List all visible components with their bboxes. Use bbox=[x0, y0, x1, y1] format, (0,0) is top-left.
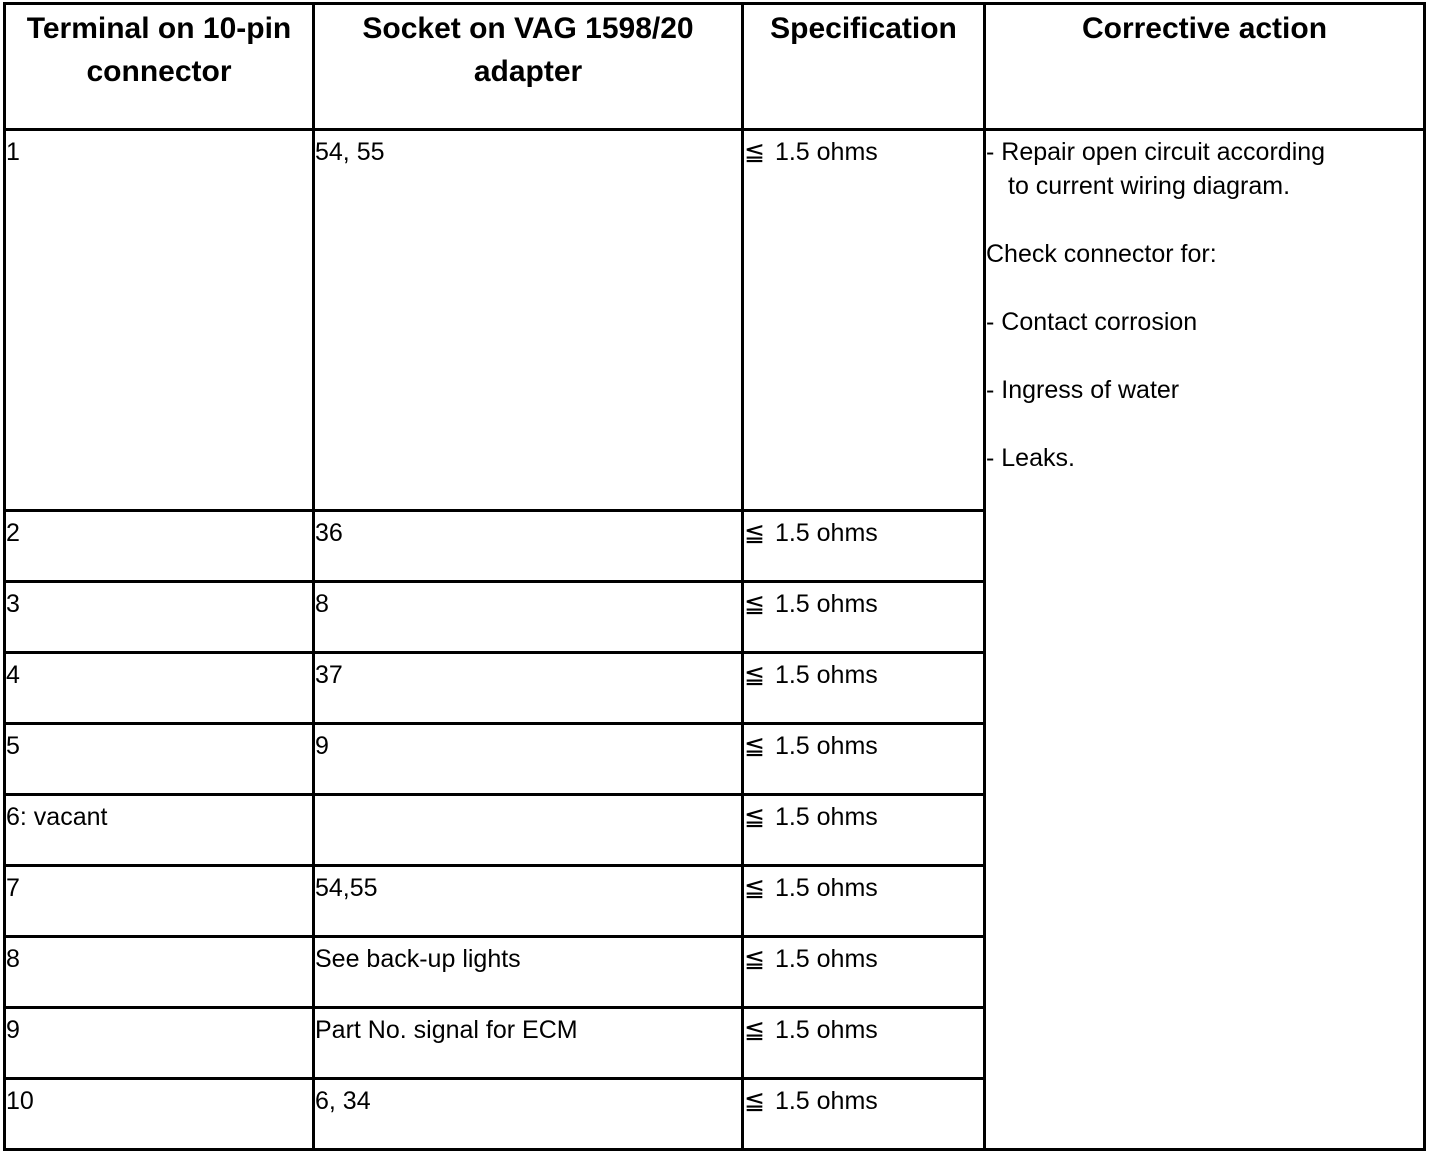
header-corrective-action: Corrective action bbox=[985, 4, 1425, 130]
terminal-cell: 3 bbox=[5, 582, 314, 653]
less-equal-symbol: ≦ bbox=[744, 732, 765, 760]
specification-value: 1.5 ohms bbox=[774, 519, 878, 547]
repair-instruction-line2: to current wiring diagram. bbox=[1008, 172, 1291, 200]
socket-cell: 37 bbox=[314, 653, 743, 724]
specification-value: 1.5 ohms bbox=[774, 874, 878, 902]
terminal-cell: 4 bbox=[5, 653, 314, 724]
specification-cell bbox=[743, 937, 985, 1008]
specification-cell bbox=[743, 653, 985, 724]
repair-instruction-line1: - Repair open circuit according bbox=[986, 138, 1326, 166]
socket-cell: See back-up lights bbox=[314, 937, 743, 1008]
terminal-cell: 2 bbox=[5, 511, 314, 582]
specification-cell bbox=[743, 1008, 985, 1079]
less-equal-symbol: ≦ bbox=[744, 803, 765, 831]
socket-cell: Part No. signal for ECM bbox=[314, 1008, 743, 1079]
header-terminal: Terminal on 10-pin connector bbox=[5, 4, 314, 130]
less-equal-symbol: ≦ bbox=[744, 1087, 765, 1115]
socket-cell: 54,55 bbox=[314, 866, 743, 937]
terminal-cell: 6: vacant bbox=[5, 795, 314, 866]
specification-cell bbox=[743, 1079, 985, 1150]
specification-cell bbox=[743, 511, 985, 582]
less-equal-symbol: ≦ bbox=[744, 1016, 765, 1044]
test-table bbox=[3, 2, 1426, 1151]
socket-cell bbox=[314, 795, 743, 866]
less-equal-symbol: ≦ bbox=[744, 874, 765, 902]
table-row bbox=[5, 130, 1425, 511]
check-item-corrosion: - Contact corrosion bbox=[986, 308, 1198, 336]
specification-cell bbox=[743, 724, 985, 795]
specification-value: 1.5 ohms bbox=[774, 803, 878, 831]
corrective-action-cell bbox=[985, 130, 1425, 1150]
specification-cell bbox=[743, 866, 985, 937]
terminal-cell: 7 bbox=[5, 866, 314, 937]
socket-cell: 9 bbox=[314, 724, 743, 795]
less-equal-symbol: ≦ bbox=[744, 661, 765, 689]
document-page bbox=[3, 2, 1426, 1151]
specification-value: 1.5 ohms bbox=[774, 1016, 878, 1044]
check-connector-intro: Check connector for: bbox=[986, 240, 1217, 268]
socket-cell: 54, 55 bbox=[314, 130, 743, 511]
specification-value: 1.5 ohms bbox=[774, 661, 878, 689]
specification-value: 1.5 ohms bbox=[774, 1087, 878, 1115]
table-header-row bbox=[5, 4, 1425, 130]
terminal-cell: 9 bbox=[5, 1008, 314, 1079]
terminal-cell: 1 bbox=[5, 130, 314, 511]
terminal-cell: 10 bbox=[5, 1079, 314, 1150]
specification-value: 1.5 ohms bbox=[774, 590, 878, 618]
less-equal-symbol: ≦ bbox=[744, 945, 765, 973]
check-item-water: - Ingress of water bbox=[986, 376, 1180, 404]
specification-cell bbox=[743, 795, 985, 866]
terminal-cell: 5 bbox=[5, 724, 314, 795]
less-equal-symbol: ≦ bbox=[744, 590, 765, 618]
check-item-leaks: - Leaks. bbox=[986, 444, 1075, 472]
socket-cell: 36 bbox=[314, 511, 743, 582]
socket-cell: 6, 34 bbox=[314, 1079, 743, 1150]
specification-cell bbox=[743, 130, 985, 511]
socket-cell: 8 bbox=[314, 582, 743, 653]
terminal-cell: 8 bbox=[5, 937, 314, 1008]
header-socket: Socket on VAG 1598/20 adapter bbox=[314, 4, 743, 130]
less-equal-symbol: ≦ bbox=[744, 138, 765, 166]
header-specification: Specification bbox=[743, 4, 985, 130]
specification-value: 1.5 ohms bbox=[774, 732, 878, 760]
specification-value: 1.5 ohms bbox=[774, 138, 878, 166]
specification-cell bbox=[743, 582, 985, 653]
specification-value: 1.5 ohms bbox=[774, 945, 878, 973]
less-equal-symbol: ≦ bbox=[744, 519, 765, 547]
